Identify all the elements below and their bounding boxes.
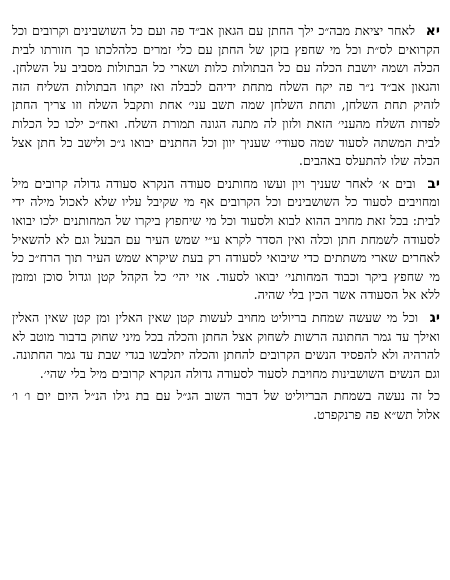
paragraph-13 (12, 309, 440, 383)
section-number: יב (427, 175, 440, 192)
section-number: יג (429, 309, 440, 326)
closing-paragraph (12, 387, 440, 424)
paragraph-11 (12, 22, 440, 171)
paragraph-text: לאחר יציאת מבה״כ ילך החתן עם הגאון אב״ד פה ועם כל השושבינים וקרובים וכל הקרואים לס״ת וכל מי שחפץ בזקן של החתן עם כלי זמרים כלהלכתו כך חזורתו לבית הכלה ושמה יושבת הכלה עם כל הבתולות כלות ושארי כל הבתולות מסביב על השלחן. והגאון אב״ד נ״ר פה יקח השלח מתחת ידיהם לכבלה ואז יקחו הבתולות השליח הזה לזהיק תחת השלחן, ותחת השלחן שמה תשב עני׳ אחת ותקבל השלח וזו צריך החתן לפדות השלח מהעני׳ הזאת ולזון לה מתנה הגונה תמורת השלח. ואח״כ ילכו כל הכלות לבית המשתה לסעוד שמה סעודי׳ שעניך יוון וכל החתנים יבואו ג״כ ולישב כל חתן אצל הכלה שלו להתעלס באהבים. (12, 23, 440, 169)
paragraph-text: כל זה נעשה בשמחת הבריוליט של דבור השוב הג״ל עם בת גילו הנ״ל היום יום ו׳ ו׳ אלול תש״א פה פרנקפרט. (12, 388, 440, 422)
paragraph-12 (12, 175, 440, 305)
section-number: יא (425, 23, 440, 39)
paragraph-text: וכל מי שעשה שמחת בריוליט מחויב לעשות קטן שאין האלין ומן קטן שאין האלין ואילך עד גמר החתונה הרשות לשחוק אצל החתן והכלה בכל מיני שחוק בדבור מוטב לא להרהיה ולא להפסיד הנשים הקרובים להחתן והכלה יתלבשו בגדי שבת עד גמר החתונה. וגם הנשים השושבינות מחויבת לסעוד לסעודה גדולה הנקרא קרובים מיל בלי שהי׳. (12, 309, 440, 381)
document-body (12, 22, 440, 424)
paragraph-text: ובים א׳ לאחר שעניך ויון ועשו מחותנים סעודה הנקרא סעודה גדולה קרובים מיל ומחויבים לסעוד כל השושבינים וכל הקרובים אף מי שקיבל עליו שלא לאכול מילה ידי לבית: בכל זאת מחויב ההוא לבוא ולסעוד וכל מי שיחפוץ ביקרו של המחותנים ילכו יבואו לסעודה לשמחת חתן וכלה ואין הסדר לקרא ע״י שמש העיר עם הבעל וגם לא להשאיל לאחרים שארי משתתים כדי שיבואי לסעודה רק בעת שיקרא שמש העיר תוך הרח״כ כל מי שחפץ ביקר וכבוד המחותני׳ יבואו לסעוד. אזי יהי׳ כל הקהל קטן וגדול סוכן ומזמן ללא אל הסעודה אשר הכין בלי שהיה. (12, 175, 440, 303)
